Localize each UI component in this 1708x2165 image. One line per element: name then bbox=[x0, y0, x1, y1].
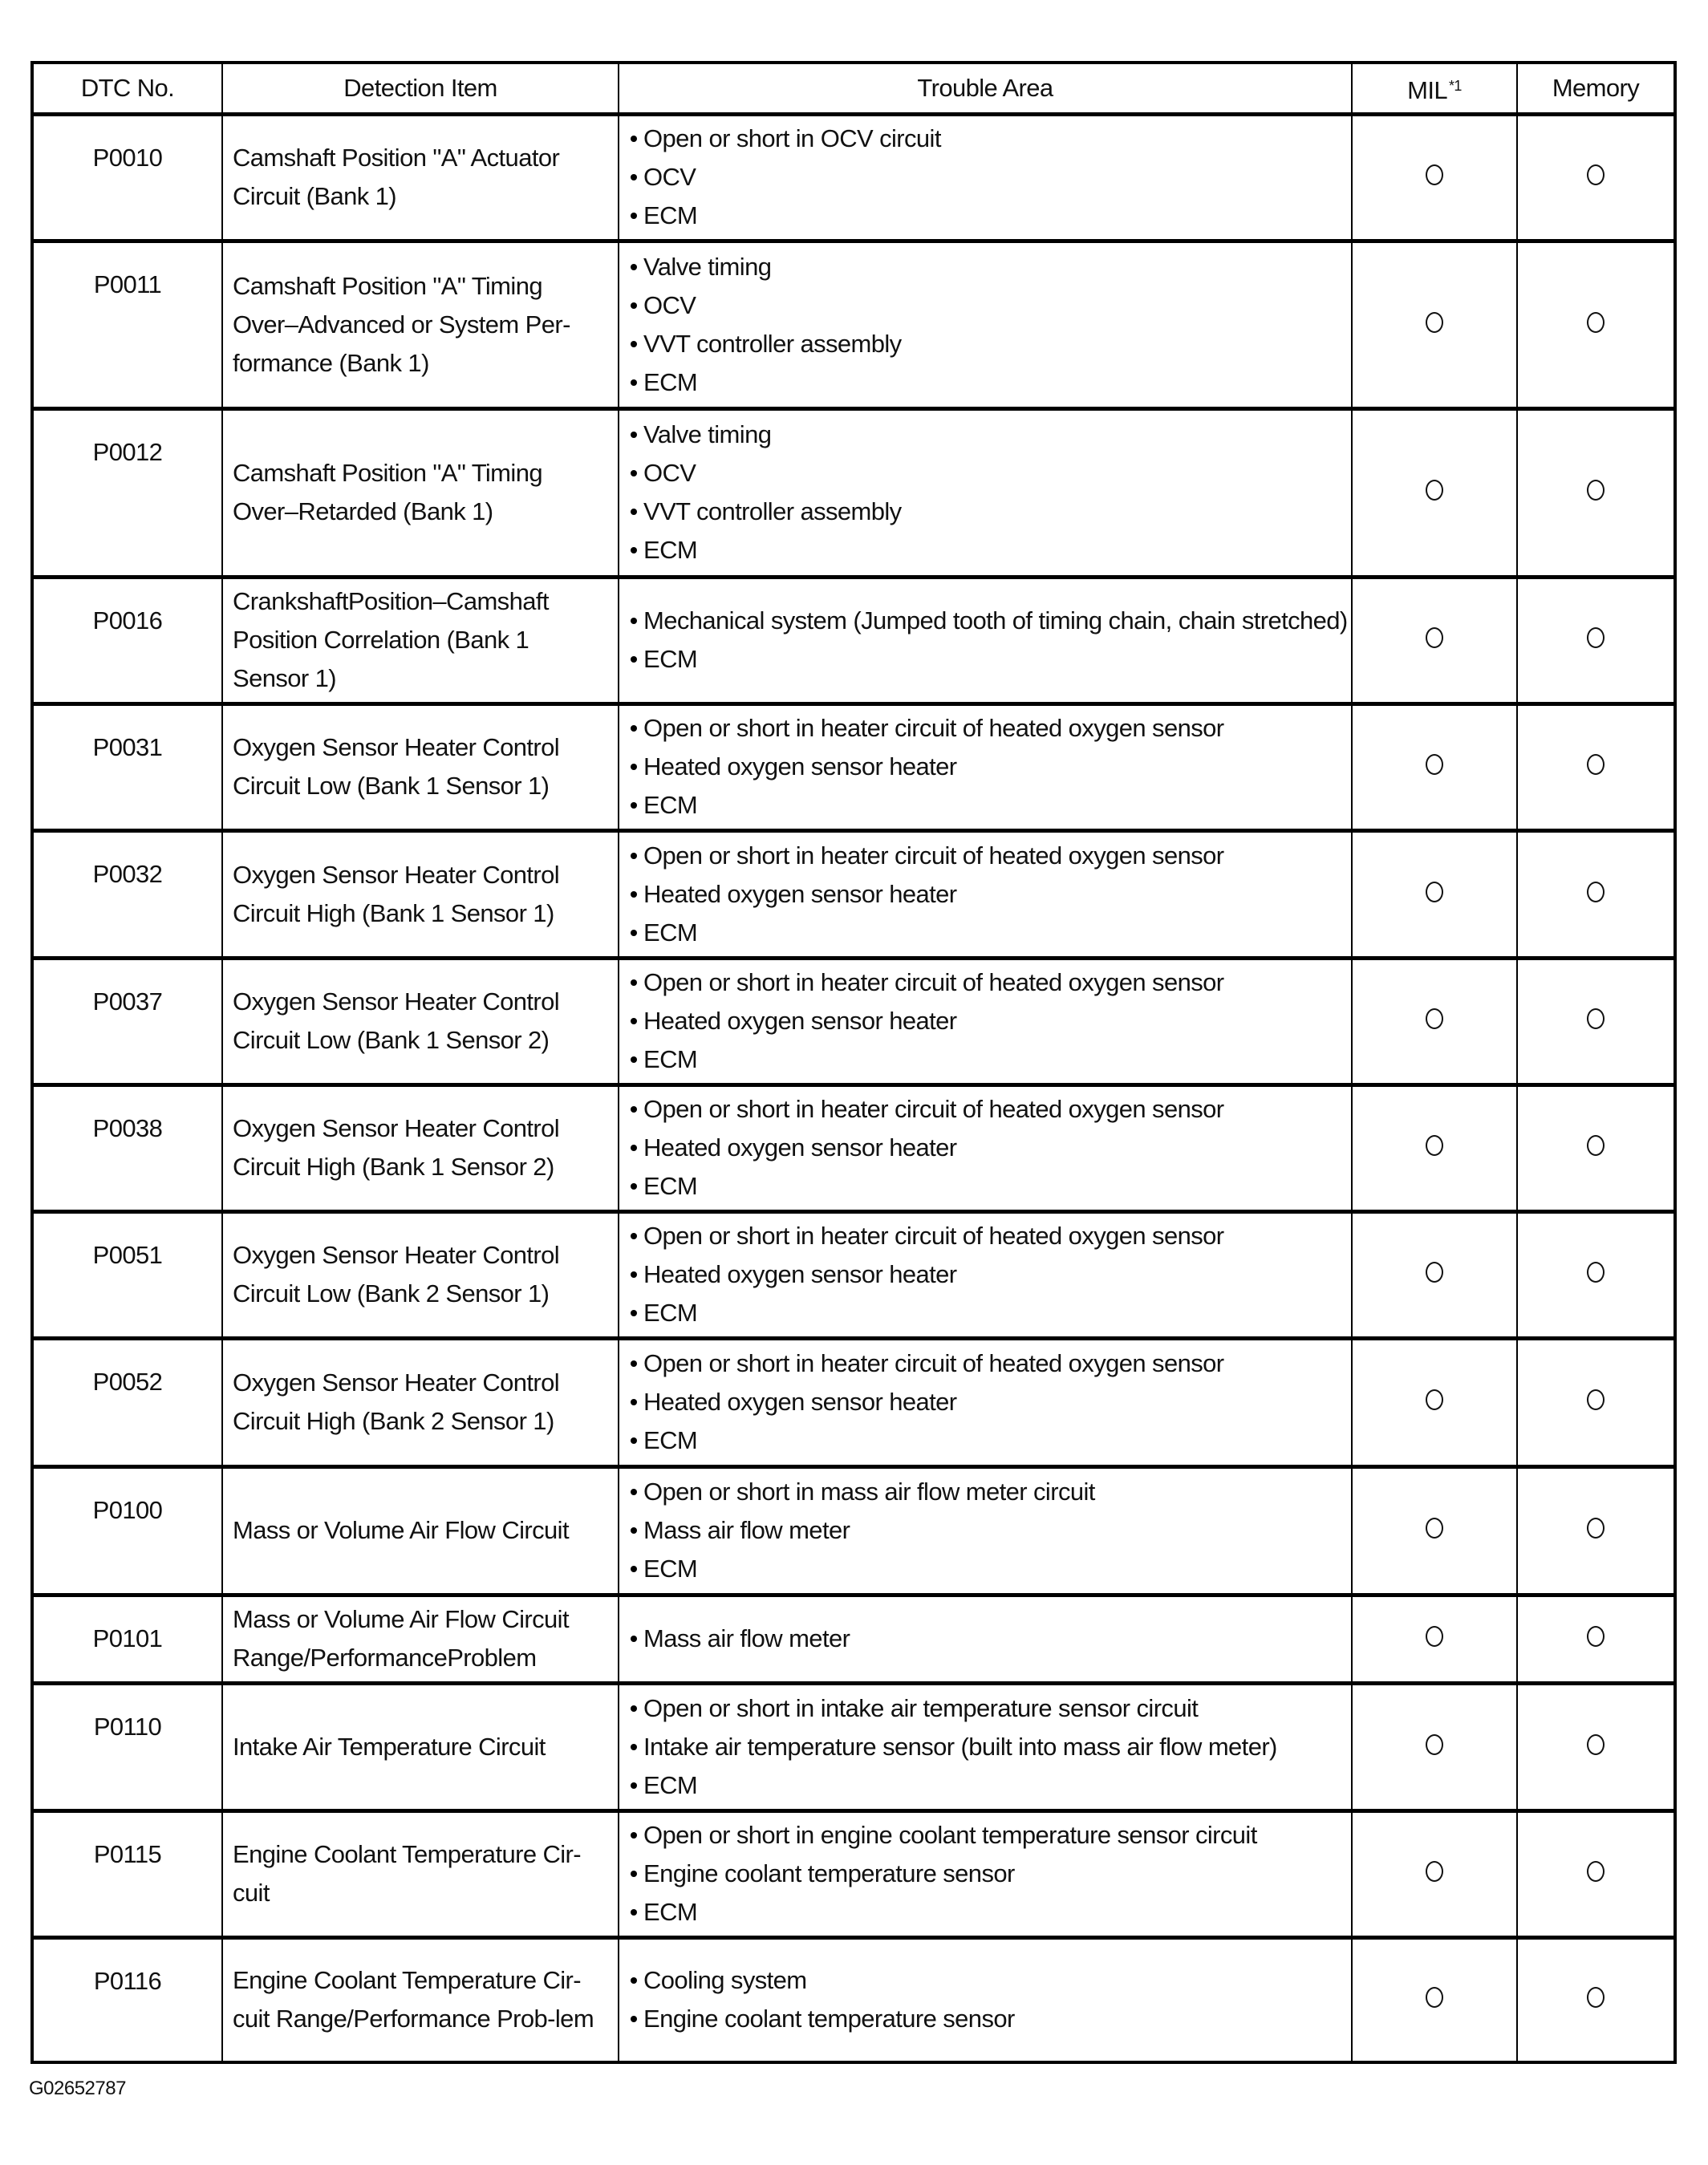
table-body bbox=[32, 114, 1675, 2062]
memory-cell bbox=[1517, 1595, 1675, 1683]
detection-item: CrankshaftPosition–Camshaft Position Correlation (Bank 1 Sensor 1) bbox=[222, 577, 619, 703]
trouble-area-item: Open or short in heater circuit of heated oxygen sensor bbox=[629, 1217, 1351, 1255]
trouble-area bbox=[619, 830, 1352, 958]
trouble-area-list bbox=[629, 1816, 1351, 1932]
trouble-area bbox=[619, 1595, 1352, 1683]
circle-mark-icon bbox=[1426, 1518, 1443, 1539]
circle-mark-icon bbox=[1426, 1135, 1443, 1156]
trouble-area-item: ECM bbox=[629, 914, 1351, 952]
circle-mark-icon bbox=[1587, 1734, 1605, 1755]
circle-mark-icon bbox=[1426, 627, 1443, 648]
trouble-area-item: Heated oxygen sensor heater bbox=[629, 1255, 1351, 1294]
header-memory: Memory bbox=[1517, 63, 1675, 114]
header-mil-footnote: *1 bbox=[1449, 77, 1462, 94]
mil-cell bbox=[1352, 1683, 1517, 1810]
mil-cell bbox=[1352, 1595, 1517, 1683]
trouble-area-item: Open or short in heater circuit of heated oxygen sensor bbox=[629, 709, 1351, 748]
trouble-area-list bbox=[629, 837, 1351, 952]
circle-mark-icon bbox=[1426, 754, 1443, 775]
memory-cell bbox=[1517, 408, 1675, 577]
memory-cell bbox=[1517, 1085, 1675, 1211]
circle-mark-icon bbox=[1587, 882, 1605, 902]
trouble-area-item: ECM bbox=[629, 1766, 1351, 1805]
detection-item: Oxygen Sensor Heater Control Circuit Low (Bank 1 Sensor 1) bbox=[222, 703, 619, 830]
trouble-area bbox=[619, 1085, 1352, 1211]
circle-mark-icon bbox=[1587, 1861, 1605, 1882]
detection-item: Engine Coolant Temperature Cir-cuit Range/Performance Prob-lem bbox=[222, 1937, 619, 2062]
table-row bbox=[32, 958, 1675, 1085]
trouble-area-item: ECM bbox=[629, 1550, 1351, 1588]
trouble-area-item: ECM bbox=[629, 1294, 1351, 1332]
table-row bbox=[32, 408, 1675, 577]
trouble-area bbox=[619, 1338, 1352, 1466]
circle-mark-icon bbox=[1426, 1262, 1443, 1283]
memory-cell bbox=[1517, 958, 1675, 1085]
trouble-area-item: Open or short in heater circuit of heated oxygen sensor bbox=[629, 1344, 1351, 1383]
dtc-code: P0100 bbox=[32, 1466, 222, 1595]
table-row bbox=[32, 1937, 1675, 2062]
header-mil bbox=[1352, 63, 1517, 114]
dtc-code: P0012 bbox=[32, 408, 222, 577]
dtc-code: P0101 bbox=[32, 1595, 222, 1683]
detection-item: Oxygen Sensor Heater Control Circuit High (Bank 1 Sensor 2) bbox=[222, 1085, 619, 1211]
dtc-code: P0116 bbox=[32, 1937, 222, 2062]
dtc-code: P0016 bbox=[32, 577, 222, 703]
trouble-area-item: Open or short in heater circuit of heated oxygen sensor bbox=[629, 963, 1351, 1002]
detection-item: Intake Air Temperature Circuit bbox=[222, 1683, 619, 1810]
trouble-area-list bbox=[629, 963, 1351, 1079]
trouble-area bbox=[619, 577, 1352, 703]
circle-mark-icon bbox=[1587, 312, 1605, 333]
memory-cell bbox=[1517, 830, 1675, 958]
trouble-area-item: ECM bbox=[629, 1893, 1351, 1932]
trouble-area bbox=[619, 958, 1352, 1085]
mil-cell bbox=[1352, 830, 1517, 958]
detection-item: Oxygen Sensor Heater Control Circuit High (Bank 1 Sensor 1) bbox=[222, 830, 619, 958]
table-row bbox=[32, 1211, 1675, 1338]
trouble-area-item: OCV bbox=[629, 286, 1351, 325]
table-row bbox=[32, 1810, 1675, 1937]
header-trouble-area: Trouble Area bbox=[619, 63, 1352, 114]
trouble-area bbox=[619, 703, 1352, 830]
memory-cell bbox=[1517, 1937, 1675, 2062]
detection-item: Engine Coolant Temperature Cir-cuit bbox=[222, 1810, 619, 1937]
trouble-area-item: ECM bbox=[629, 363, 1351, 402]
dtc-table bbox=[30, 61, 1677, 2064]
trouble-area-item: Valve timing bbox=[629, 248, 1351, 286]
figure-id: G02652787 bbox=[29, 2078, 126, 2099]
mil-cell bbox=[1352, 1211, 1517, 1338]
trouble-area-list bbox=[629, 1090, 1351, 1206]
circle-mark-icon bbox=[1426, 1008, 1443, 1029]
table-row bbox=[32, 830, 1675, 958]
trouble-area-list bbox=[629, 709, 1351, 825]
table-row bbox=[32, 114, 1675, 241]
circle-mark-icon bbox=[1587, 1626, 1605, 1647]
mil-cell bbox=[1352, 1338, 1517, 1466]
header-detection-item: Detection Item bbox=[222, 63, 619, 114]
trouble-area bbox=[619, 1683, 1352, 1810]
trouble-area-item: Heated oxygen sensor heater bbox=[629, 875, 1351, 914]
detection-item: Oxygen Sensor Heater Control Circuit High (Bank 2 Sensor 1) bbox=[222, 1338, 619, 1466]
circle-mark-icon bbox=[1587, 754, 1605, 775]
circle-mark-icon bbox=[1587, 1987, 1605, 2008]
trouble-area-item: Cooling system bbox=[629, 1961, 1351, 2000]
trouble-area bbox=[619, 408, 1352, 577]
trouble-area-item: Heated oxygen sensor heater bbox=[629, 1002, 1351, 1040]
mil-cell bbox=[1352, 1810, 1517, 1937]
table-row bbox=[32, 1683, 1675, 1810]
trouble-area-list bbox=[629, 1620, 1351, 1658]
trouble-area-item: Mass air flow meter bbox=[629, 1620, 1351, 1658]
trouble-area-item: Intake air temperature sensor (built into mass air flow meter) bbox=[629, 1728, 1351, 1766]
trouble-area-item: Open or short in heater circuit of heated oxygen sensor bbox=[629, 1090, 1351, 1129]
trouble-area-item: ECM bbox=[629, 531, 1351, 570]
trouble-area-item: Engine coolant temperature sensor bbox=[629, 2000, 1351, 2038]
trouble-area-list bbox=[629, 1217, 1351, 1332]
trouble-area-list bbox=[629, 1961, 1351, 2038]
trouble-area-item: Engine coolant temperature sensor bbox=[629, 1855, 1351, 1893]
circle-mark-icon bbox=[1587, 1135, 1605, 1156]
trouble-area-item: Open or short in intake air temperature sensor circuit bbox=[629, 1689, 1351, 1728]
trouble-area-item: ECM bbox=[629, 1040, 1351, 1079]
memory-cell bbox=[1517, 1466, 1675, 1595]
trouble-area-item: Open or short in OCV circuit bbox=[629, 120, 1351, 158]
memory-cell bbox=[1517, 241, 1675, 408]
circle-mark-icon bbox=[1426, 1987, 1443, 2008]
mil-cell bbox=[1352, 1085, 1517, 1211]
trouble-area-item: VVT controller assembly bbox=[629, 325, 1351, 363]
trouble-area-item: Heated oxygen sensor heater bbox=[629, 1383, 1351, 1421]
circle-mark-icon bbox=[1426, 1861, 1443, 1882]
detection-item: Oxygen Sensor Heater Control Circuit Low (Bank 1 Sensor 2) bbox=[222, 958, 619, 1085]
circle-mark-icon bbox=[1587, 1389, 1605, 1410]
trouble-area-item: VVT controller assembly bbox=[629, 493, 1351, 531]
detection-item: Camshaft Position "A" Actuator Circuit (Bank 1) bbox=[222, 114, 619, 241]
trouble-area bbox=[619, 1466, 1352, 1595]
table-row bbox=[32, 1595, 1675, 1683]
circle-mark-icon bbox=[1426, 1734, 1443, 1755]
trouble-area-item: Valve timing bbox=[629, 416, 1351, 454]
trouble-area-item: ECM bbox=[629, 640, 1351, 679]
trouble-area-item: ECM bbox=[629, 197, 1351, 235]
header-dtc-no: DTC No. bbox=[32, 63, 222, 114]
mil-cell bbox=[1352, 1466, 1517, 1595]
circle-mark-icon bbox=[1426, 480, 1443, 501]
trouble-area-item: ECM bbox=[629, 1421, 1351, 1460]
trouble-area-item: OCV bbox=[629, 454, 1351, 493]
mil-cell bbox=[1352, 958, 1517, 1085]
trouble-area-list bbox=[629, 602, 1351, 679]
trouble-area-list bbox=[629, 1689, 1351, 1805]
trouble-area-list bbox=[629, 416, 1351, 570]
circle-mark-icon bbox=[1587, 1262, 1605, 1283]
circle-mark-icon bbox=[1587, 627, 1605, 648]
table-row bbox=[32, 1338, 1675, 1466]
dtc-code: P0038 bbox=[32, 1085, 222, 1211]
dtc-code: P0010 bbox=[32, 114, 222, 241]
circle-mark-icon bbox=[1587, 1518, 1605, 1539]
memory-cell bbox=[1517, 114, 1675, 241]
dtc-code: P0037 bbox=[32, 958, 222, 1085]
trouble-area-item: Mass air flow meter bbox=[629, 1511, 1351, 1550]
table-row bbox=[32, 703, 1675, 830]
circle-mark-icon bbox=[1587, 1008, 1605, 1029]
mil-cell bbox=[1352, 703, 1517, 830]
trouble-area-item: Mechanical system (Jumped tooth of timing chain, chain stretched) bbox=[629, 602, 1351, 640]
circle-mark-icon bbox=[1426, 312, 1443, 333]
trouble-area-item: Open or short in engine coolant temperature sensor circuit bbox=[629, 1816, 1351, 1855]
memory-cell bbox=[1517, 1683, 1675, 1810]
detection-item: Mass or Volume Air Flow Circuit Range/PerformanceProblem bbox=[222, 1595, 619, 1683]
detection-item: Mass or Volume Air Flow Circuit bbox=[222, 1466, 619, 1595]
mil-cell bbox=[1352, 1937, 1517, 2062]
header-mil-label: MIL bbox=[1407, 75, 1448, 104]
dtc-code: P0115 bbox=[32, 1810, 222, 1937]
trouble-area-item: Heated oxygen sensor heater bbox=[629, 1129, 1351, 1167]
mil-cell bbox=[1352, 241, 1517, 408]
table-row bbox=[32, 241, 1675, 408]
circle-mark-icon bbox=[1587, 480, 1605, 501]
table-row bbox=[32, 577, 1675, 703]
dtc-code: P0110 bbox=[32, 1683, 222, 1810]
table-row bbox=[32, 1466, 1675, 1595]
trouble-area bbox=[619, 1810, 1352, 1937]
mil-cell bbox=[1352, 408, 1517, 577]
trouble-area-list bbox=[629, 248, 1351, 402]
trouble-area-item: ECM bbox=[629, 786, 1351, 825]
memory-cell bbox=[1517, 1211, 1675, 1338]
trouble-area-item: OCV bbox=[629, 158, 1351, 197]
circle-mark-icon bbox=[1587, 164, 1605, 185]
header-row bbox=[32, 63, 1675, 114]
trouble-area bbox=[619, 1211, 1352, 1338]
trouble-area-item: Heated oxygen sensor heater bbox=[629, 748, 1351, 786]
memory-cell bbox=[1517, 1810, 1675, 1937]
trouble-area-list bbox=[629, 1344, 1351, 1460]
trouble-area-list bbox=[629, 1473, 1351, 1588]
trouble-area bbox=[619, 241, 1352, 408]
table-header bbox=[32, 63, 1675, 114]
dtc-code: P0032 bbox=[32, 830, 222, 958]
trouble-area-item: Open or short in heater circuit of heated oxygen sensor bbox=[629, 837, 1351, 875]
mil-cell bbox=[1352, 114, 1517, 241]
memory-cell bbox=[1517, 703, 1675, 830]
circle-mark-icon bbox=[1426, 1389, 1443, 1410]
trouble-area-list bbox=[629, 120, 1351, 235]
detection-item: Camshaft Position "A" Timing Over–Retarded (Bank 1) bbox=[222, 408, 619, 577]
trouble-area-item: ECM bbox=[629, 1167, 1351, 1206]
dtc-code: P0052 bbox=[32, 1338, 222, 1466]
detection-item: Camshaft Position "A" Timing Over–Advanced or System Per-formance (Bank 1) bbox=[222, 241, 619, 408]
memory-cell bbox=[1517, 1338, 1675, 1466]
table-row bbox=[32, 1085, 1675, 1211]
circle-mark-icon bbox=[1426, 1626, 1443, 1647]
trouble-area-item: Open or short in mass air flow meter circuit bbox=[629, 1473, 1351, 1511]
dtc-code: P0011 bbox=[32, 241, 222, 408]
trouble-area bbox=[619, 114, 1352, 241]
detection-item: Oxygen Sensor Heater Control Circuit Low (Bank 2 Sensor 1) bbox=[222, 1211, 619, 1338]
trouble-area bbox=[619, 1937, 1352, 2062]
circle-mark-icon bbox=[1426, 882, 1443, 902]
dtc-code: P0051 bbox=[32, 1211, 222, 1338]
circle-mark-icon bbox=[1426, 164, 1443, 185]
dtc-code: P0031 bbox=[32, 703, 222, 830]
mil-cell bbox=[1352, 577, 1517, 703]
memory-cell bbox=[1517, 577, 1675, 703]
